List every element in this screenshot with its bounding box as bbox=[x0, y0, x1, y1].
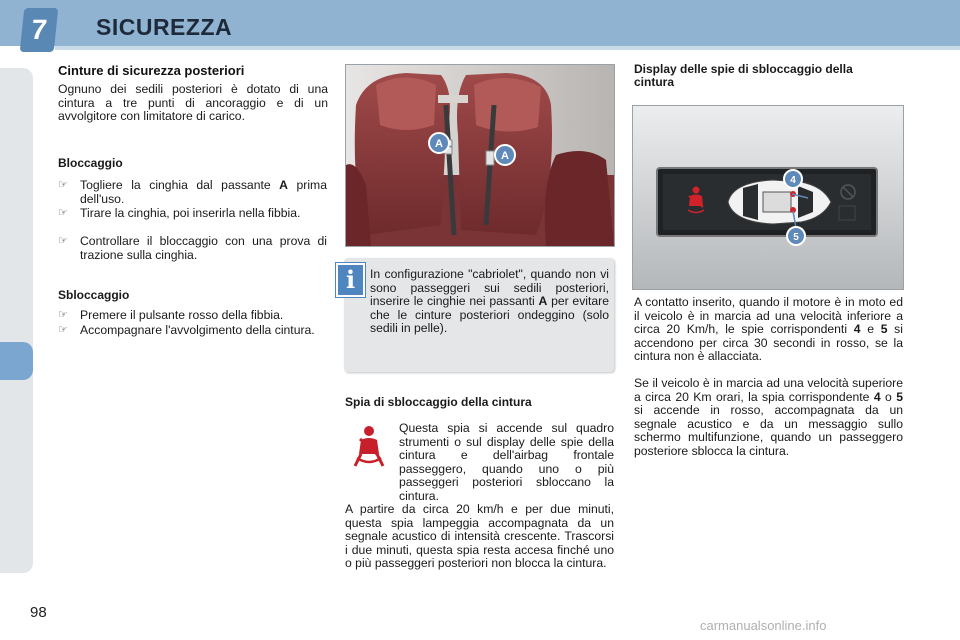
info-note-text: In configurazione "cabriolet", quando non vi sono passeggeri sui sedili posteriori, inserire le cinghie nei passanti A per evitare che le cinture posteriori ondeggino (solo sedili in pelle). bbox=[370, 267, 610, 336]
warning-light-behavior: A partire da circa 20 km/h e per due minuti, questa spia lampeggia accompagnata da un segnale acustico di intensità crescente. Trascorsi i due minuti, questa spia resta accesa finché uno o più passeggeri posteriori non blocca la cintura. bbox=[345, 502, 614, 571]
chapter-number-badge: 7 bbox=[20, 8, 59, 52]
callout-label-5: 5 bbox=[793, 232, 799, 243]
callout-label-4: 4 bbox=[790, 175, 796, 186]
intro-paragraph: Ognuno dei sedili posteriori è dotato di una cintura a tre punti di ancoraggio e di un avvolgitore con limitatore di carico. bbox=[58, 82, 328, 124]
display-paragraph-1: A contatto inserito, quando il motore è in moto ed il veicolo è in marcia ad una velocità inferiore a circa 20 Km/h, le spie corrispondenti 4 e 5 si accendono per circa 30 secondi in rosso, se la cintura non è allacciata. bbox=[634, 295, 903, 364]
watermark: carmanualsonline.info bbox=[700, 618, 827, 633]
rear-seats-photo bbox=[345, 64, 615, 247]
section-heading-rear-belts: Cinture di sicurezza posteriori bbox=[58, 63, 245, 78]
pointing-hand-icon: ☞ bbox=[58, 179, 68, 191]
page-title: SICUREZZA bbox=[96, 14, 233, 40]
info-icon: i bbox=[336, 263, 365, 297]
callout-label-a: A bbox=[435, 138, 443, 150]
header-underline bbox=[55, 46, 960, 50]
list-item: ☞ Togliere la cinghia dal passante A prima dell'uso. bbox=[58, 178, 327, 206]
warning-display-illustration bbox=[633, 106, 903, 289]
display-section-heading: Display delle spie di sbloccaggio della cintura bbox=[634, 62, 853, 89]
warning-light-heading: Spia di sbloccaggio della cintura bbox=[345, 395, 532, 409]
display-paragraph-2: Se il veicolo è in marcia ad una velocità superiore a circa 20 Km orari, la spia corrispondente 4 o 5 si accende in rosso, accompagnata da un segnale acustico e da un messaggio sullo schermo multifunzione, quando un passeggero posteriore sblocca la cintura. bbox=[634, 376, 903, 458]
side-tab-strip bbox=[0, 68, 33, 573]
callout-label-a: A bbox=[501, 150, 509, 162]
pointing-hand-icon: ☞ bbox=[58, 309, 68, 321]
rear-seats-illustration bbox=[346, 65, 614, 246]
seatbelt-warning-icon bbox=[349, 424, 389, 468]
pointing-hand-icon: ☞ bbox=[58, 324, 68, 336]
pointing-hand-icon: ☞ bbox=[58, 207, 68, 219]
unlocking-heading: Sbloccaggio bbox=[58, 288, 130, 302]
list-item: ☞ Premere il pulsante rosso della fibbia. bbox=[58, 308, 284, 322]
warning-display-photo bbox=[632, 105, 904, 290]
list-item: ☞ Controllare il bloccaggio con una prova di trazione sulla cinghia. bbox=[58, 234, 327, 262]
list-item: ☞ Tirare la cinghia, poi inserirla nella fibbia. bbox=[58, 206, 301, 220]
pointing-hand-icon: ☞ bbox=[58, 235, 68, 247]
active-chapter-tab bbox=[0, 342, 33, 380]
page-number: 98 bbox=[30, 604, 47, 621]
locking-heading: Bloccaggio bbox=[58, 156, 123, 170]
warning-light-description: Questa spia si accende sul quadro strumenti o sul display delle spie della cintura e dell'airbag frontale passeggero, quando uno o più passeggeri posteriori sbloccano la cintura. bbox=[399, 421, 614, 503]
list-item: ☞ Accompagnare l'avvolgimento della cintura. bbox=[58, 323, 315, 337]
